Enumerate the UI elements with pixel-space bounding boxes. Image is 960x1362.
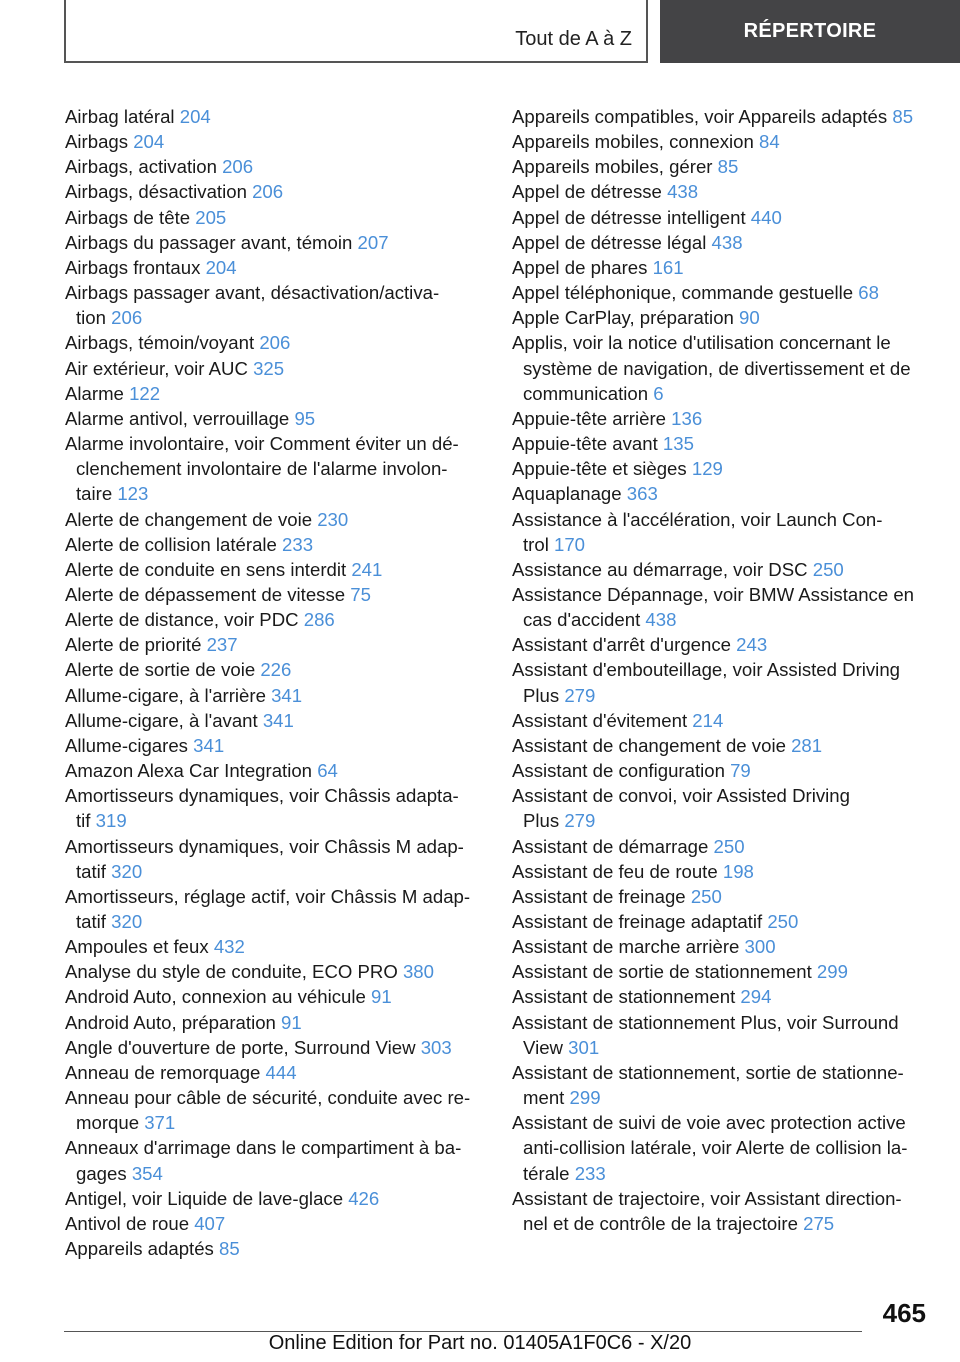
index-entry <box>65 1236 485 1261</box>
entry-text: Airbags, témoin/voyant <box>65 332 260 354</box>
index-entry <box>65 582 485 607</box>
index-entry <box>512 959 930 984</box>
index-entry <box>65 280 485 330</box>
index-entry <box>65 959 485 984</box>
entry-text: Appareils adaptés <box>65 1238 220 1260</box>
index-entry <box>512 205 930 230</box>
section-title: Tout de A à Z <box>515 28 632 50</box>
page-link[interactable]: 444 <box>265 1061 297 1083</box>
index-entry <box>512 456 930 481</box>
index-entry <box>65 683 485 708</box>
index-entry <box>65 884 485 934</box>
entry-text: Alerte de distance, voir PDC <box>65 609 304 631</box>
entry-text: nel et de contrôle de la trajectoire <box>523 1212 804 1234</box>
page-link[interactable]: 438 <box>667 181 699 203</box>
page-link[interactable]: 407 <box>194 1212 226 1234</box>
index-entry <box>512 1186 930 1236</box>
page-link[interactable]: 303 <box>420 1036 452 1058</box>
index-entry <box>65 1211 485 1236</box>
page-link[interactable]: 440 <box>750 206 782 228</box>
page-link[interactable]: 341 <box>262 709 294 731</box>
index-entry <box>65 708 485 733</box>
entry-text: Assistant d'évitement <box>512 709 693 731</box>
index-entry <box>65 154 485 179</box>
page-link[interactable]: 371 <box>144 1112 176 1134</box>
entry-text: Antivol de roue <box>65 1212 195 1234</box>
tab-label: RÉPERTOIRE <box>743 20 877 42</box>
index-entry <box>512 758 930 783</box>
index-entry <box>512 984 930 1009</box>
page-link[interactable]: 207 <box>357 231 389 253</box>
entry-text: Amortisseurs dynamiques, voir Châssis M adap- <box>65 835 464 857</box>
index-entry <box>512 582 930 632</box>
entry-text: taire <box>76 483 118 505</box>
entry-text: Anneau pour câble de sécurité, conduite avec re- <box>65 1087 471 1109</box>
page-link[interactable]: 300 <box>744 936 776 958</box>
entry-text: Alerte de dépassement de vitesse <box>65 583 351 605</box>
entry-text: Angle d'ouverture de porte, Surround View <box>65 1036 421 1058</box>
entry-text: Analyse du style de conduite, ECO PRO <box>65 961 403 983</box>
index-entry <box>65 406 485 431</box>
index-entry <box>65 1085 485 1135</box>
index-entry <box>512 305 930 330</box>
index-entry <box>512 834 930 859</box>
entry-text: Alerte de changement de voie <box>65 508 318 530</box>
index-entry <box>65 330 485 355</box>
index-entry <box>512 1010 930 1060</box>
entry-text: Airbag latéral <box>65 106 180 127</box>
entry-text: Assistance à l'accélération, voir Launch Con- <box>512 508 883 530</box>
entry-text: Antigel, voir Liquide de lave-glace <box>65 1187 349 1209</box>
page-link[interactable]: 275 <box>803 1212 835 1234</box>
index-entry <box>65 657 485 682</box>
page-link[interactable]: 205 <box>195 206 227 228</box>
page-link[interactable]: 204 <box>179 106 211 127</box>
page-link[interactable]: 91 <box>281 1011 302 1033</box>
page-link[interactable]: 90 <box>739 307 760 329</box>
footer-edition: Online Edition for Part no. 01405A1F0C6 - X/20 <box>268 1332 692 1354</box>
page-link[interactable]: 135 <box>662 433 694 455</box>
page-link[interactable]: 68 <box>858 282 879 304</box>
index-entry <box>65 783 485 833</box>
index-entry <box>512 255 930 280</box>
entry-text: Assistance au démarrage, voir DSC <box>512 558 813 580</box>
entry-text: Alerte de priorité <box>65 634 207 656</box>
page-link[interactable]: 84 <box>759 131 780 153</box>
index-entry <box>65 934 485 959</box>
entry-text: Assistant de configuration <box>512 760 731 782</box>
entry-text: Alerte de collision latérale <box>65 533 283 555</box>
entry-text: Amazon Alexa Car Integration <box>65 760 318 782</box>
entry-text: Assistant de stationnement Plus, voir Surround <box>512 1011 899 1033</box>
index-entry <box>512 431 930 456</box>
index-entry <box>512 280 930 305</box>
entry-text: trol <box>523 533 554 555</box>
index-entry <box>512 733 930 758</box>
index-entry <box>65 431 485 506</box>
page-link[interactable]: 170 <box>554 533 586 555</box>
entry-text: communication <box>523 382 654 404</box>
entry-text: Assistant de démarrage <box>512 835 714 857</box>
page-link[interactable]: 320 <box>111 911 143 932</box>
page-link[interactable]: 6 <box>653 382 664 404</box>
index-entry <box>65 507 485 532</box>
page-link[interactable]: 233 <box>282 533 314 555</box>
entry-text: Assistant de convoi, voir Assisted Driving <box>512 785 850 807</box>
index-entry <box>512 632 930 657</box>
page-link[interactable]: 75 <box>350 583 371 605</box>
entry-text: Allume-cigares <box>65 734 194 756</box>
index-entry <box>512 230 930 255</box>
page-link[interactable]: 250 <box>690 885 722 907</box>
entry-text: tatif <box>76 860 112 882</box>
index-entry <box>512 104 930 129</box>
entry-text: cas d'accident <box>523 609 646 631</box>
page-link[interactable]: 206 <box>111 307 143 329</box>
entry-text: morque <box>76 1112 145 1134</box>
entry-text: Assistant de feu de route <box>512 860 723 882</box>
entry-text: Assistant de suivi de voie avec protection active <box>512 1112 906 1134</box>
index-entry <box>65 632 485 657</box>
entry-text: Allume-cigare, à l'avant <box>65 709 263 731</box>
entry-text: Airbags passager avant, désactivation/activa- <box>65 282 440 304</box>
entry-text: Assistant de changement de voie <box>512 734 792 756</box>
entry-text: Applis, voir la notice d'utilisation concernant le <box>512 332 891 354</box>
entry-text: Airbags, activation <box>65 156 223 178</box>
index-entry <box>65 230 485 255</box>
page-link[interactable]: 294 <box>740 986 772 1008</box>
page-link[interactable]: 438 <box>711 231 743 253</box>
page-link[interactable]: 241 <box>351 558 383 580</box>
page-number: 465 <box>882 1298 926 1328</box>
page-link[interactable]: 95 <box>294 407 316 429</box>
entry-text: Alerte de conduite en sens interdit <box>65 558 352 580</box>
page-link[interactable]: 279 <box>564 810 596 832</box>
page-link[interactable]: 79 <box>730 760 751 782</box>
index-entry <box>512 657 930 707</box>
entry-text: térale <box>523 1162 575 1184</box>
index-entry <box>65 984 485 1009</box>
entry-text: Appuie-tête avant <box>512 433 663 455</box>
page-link[interactable]: 204 <box>133 131 165 153</box>
entry-text: Plus <box>523 684 565 706</box>
index-entry <box>65 1010 485 1035</box>
entry-text: Android Auto, préparation <box>65 1011 282 1033</box>
page-link[interactable]: 250 <box>713 835 745 857</box>
entry-text: Assistant de stationnement, sortie de stationne- <box>512 1061 904 1083</box>
entry-text: Aquaplanage <box>512 483 627 505</box>
entry-text: Appel de détresse <box>512 181 668 203</box>
index-entry <box>65 1135 485 1185</box>
page-link[interactable]: 243 <box>736 634 768 656</box>
entry-text: Assistant de sortie de stationnement <box>512 961 817 983</box>
index-entry <box>65 255 485 280</box>
entry-text: Appuie-tête arrière <box>512 407 672 429</box>
page-link[interactable]: 250 <box>767 911 799 932</box>
index-entry <box>512 708 930 733</box>
page-link[interactable]: 299 <box>569 1087 601 1109</box>
index-entry <box>65 1035 485 1060</box>
page-link[interactable]: 206 <box>252 181 284 203</box>
entry-text: Amortisseurs dynamiques, voir Châssis adapta- <box>65 785 459 807</box>
page-link[interactable]: 363 <box>626 483 658 505</box>
tab-repertoire[interactable] <box>660 0 960 63</box>
entry-text: système de navigation, de divertissement et de <box>523 357 911 379</box>
index-entry <box>65 557 485 582</box>
index-entry <box>65 758 485 783</box>
entry-text: Amortisseurs, réglage actif, voir Châssis M adap- <box>65 885 471 907</box>
index-entry <box>65 1060 485 1085</box>
entry-text: Alarme <box>65 382 130 404</box>
index-entry <box>512 406 930 431</box>
index-entry <box>65 607 485 632</box>
entry-text: Appel de phares <box>512 256 653 278</box>
entry-text: Assistant de marche arrière <box>512 936 745 958</box>
entry-text: ment <box>523 1087 570 1109</box>
index-entry <box>65 104 485 129</box>
entry-text: Appareils mobiles, connexion <box>512 131 760 153</box>
page-link[interactable]: 299 <box>816 961 848 983</box>
page-link[interactable]: 198 <box>722 860 754 882</box>
page-link[interactable]: 161 <box>652 256 684 278</box>
page-link[interactable]: 341 <box>193 734 225 756</box>
page-link[interactable]: 426 <box>348 1187 380 1209</box>
entry-text: Android Auto, connexion au véhicule <box>65 986 371 1008</box>
index-entry <box>65 733 485 758</box>
page-link[interactable]: 380 <box>402 961 434 983</box>
page-link[interactable]: 123 <box>117 483 149 505</box>
page-link[interactable]: 230 <box>317 508 349 530</box>
index-entry <box>512 1110 930 1185</box>
page-link[interactable]: 214 <box>692 709 724 731</box>
entry-text: Allume-cigare, à l'arrière <box>65 684 272 706</box>
page-link[interactable]: 279 <box>564 684 596 706</box>
entry-text: Airbags de tête <box>65 206 196 228</box>
page-link[interactable]: 432 <box>213 936 245 958</box>
page-link[interactable]: 206 <box>259 332 291 354</box>
page-link[interactable]: 319 <box>95 810 127 832</box>
page-link[interactable]: 237 <box>206 634 238 656</box>
index-entry <box>65 532 485 557</box>
index-entry <box>512 859 930 884</box>
entry-text: anti-collision latérale, voir Alerte de collision la- <box>523 1137 908 1159</box>
entry-text: Appuie-tête et sièges <box>512 458 692 480</box>
entry-text: Air extérieur, voir AUC <box>65 357 254 379</box>
entry-text: Ampoules et feux <box>65 936 214 958</box>
entry-text: Assistant de freinage <box>512 885 691 907</box>
entry-text: Assistant d'arrêt d'urgence <box>512 634 737 656</box>
page-link[interactable]: 206 <box>222 156 254 178</box>
entry-text: Alerte de sortie de voie <box>65 659 261 681</box>
entry-text: clenchement involontaire de l'alarme involon- <box>76 458 448 480</box>
entry-text: Appareils compatibles, voir Appareils adaptés <box>512 106 893 127</box>
entry-text: gages <box>76 1162 132 1184</box>
entry-text: Alarme antivol, verrouillage <box>65 407 295 429</box>
index-entry <box>512 783 930 833</box>
index-entry <box>512 330 930 405</box>
index-entry <box>512 557 930 582</box>
entry-text: Airbags frontaux <box>65 256 206 278</box>
index-entry <box>512 909 930 934</box>
index-entry <box>512 934 930 959</box>
page-link[interactable]: 354 <box>131 1162 163 1184</box>
page-link[interactable]: 226 <box>260 659 292 681</box>
page-link[interactable]: 438 <box>645 609 677 631</box>
page-link[interactable]: 85 <box>717 156 739 178</box>
entry-text: tion <box>76 307 112 329</box>
index-entry <box>65 129 485 154</box>
entry-text: Airbags, désactivation <box>65 181 253 203</box>
index-entry <box>512 129 930 154</box>
index-entry <box>512 884 930 909</box>
page-link[interactable]: 286 <box>303 609 335 631</box>
entry-text: Appel de détresse légal <box>512 231 712 253</box>
page-link[interactable]: 85 <box>892 106 914 127</box>
index-entry <box>512 481 930 506</box>
page-link[interactable]: 233 <box>574 1162 606 1184</box>
index-entry <box>65 356 485 381</box>
index-entry <box>512 1060 930 1110</box>
page-link[interactable]: 204 <box>205 256 237 278</box>
entry-text: Assistant d'embouteillage, voir Assisted Driving <box>512 659 900 681</box>
entry-text: Appareils mobiles, gérer <box>512 156 718 178</box>
index-entry <box>65 205 485 230</box>
index-entry <box>512 154 930 179</box>
index-column-right <box>512 104 930 1236</box>
entry-text: Alarme involontaire, voir Comment éviter un dé- <box>65 433 459 455</box>
entry-text: Apple CarPlay, préparation <box>512 307 740 329</box>
entry-text: tif <box>76 810 96 832</box>
page-link[interactable]: 341 <box>271 684 303 706</box>
page-link[interactable]: 64 <box>317 760 338 782</box>
page-link[interactable]: 281 <box>791 734 823 756</box>
page-link[interactable]: 301 <box>568 1036 600 1058</box>
index-entry <box>65 179 485 204</box>
index-entry <box>65 834 485 884</box>
entry-text: tatif <box>76 911 112 932</box>
entry-text: Appel de détresse intelligent <box>512 206 751 228</box>
page-link[interactable]: 136 <box>671 407 703 429</box>
page-link[interactable]: 250 <box>812 558 844 580</box>
page-link[interactable]: 85 <box>219 1238 240 1260</box>
entry-text: Appel téléphonique, commande gestuelle <box>512 282 859 304</box>
entry-text: Assistant de trajectoire, voir Assistant direction- <box>512 1187 902 1209</box>
index-column-left <box>65 104 485 1261</box>
entry-text: Assistance Dépannage, voir BMW Assistance en <box>512 583 915 605</box>
index-entry <box>65 381 485 406</box>
entry-text: Airbags du passager avant, témoin <box>65 231 358 253</box>
page-link[interactable]: 129 <box>691 458 723 480</box>
page-link[interactable]: 122 <box>129 382 161 404</box>
page-link[interactable]: 91 <box>370 986 392 1008</box>
page-link[interactable]: 320 <box>111 860 143 882</box>
entry-text: Assistant de stationnement <box>512 986 741 1008</box>
entry-text: Anneaux d'arrimage dans le compartiment à ba- <box>65 1137 462 1159</box>
index-entry <box>65 1186 485 1211</box>
index-entry <box>512 179 930 204</box>
entry-text: View <box>523 1036 569 1058</box>
index-entry <box>512 507 930 557</box>
page-link[interactable]: 325 <box>253 357 285 379</box>
entry-text: Anneau de remorquage <box>65 1061 266 1083</box>
entry-text: Airbags <box>65 131 134 153</box>
entry-text: Assistant de freinage adaptatif <box>512 911 768 932</box>
entry-text: Plus <box>523 810 565 832</box>
